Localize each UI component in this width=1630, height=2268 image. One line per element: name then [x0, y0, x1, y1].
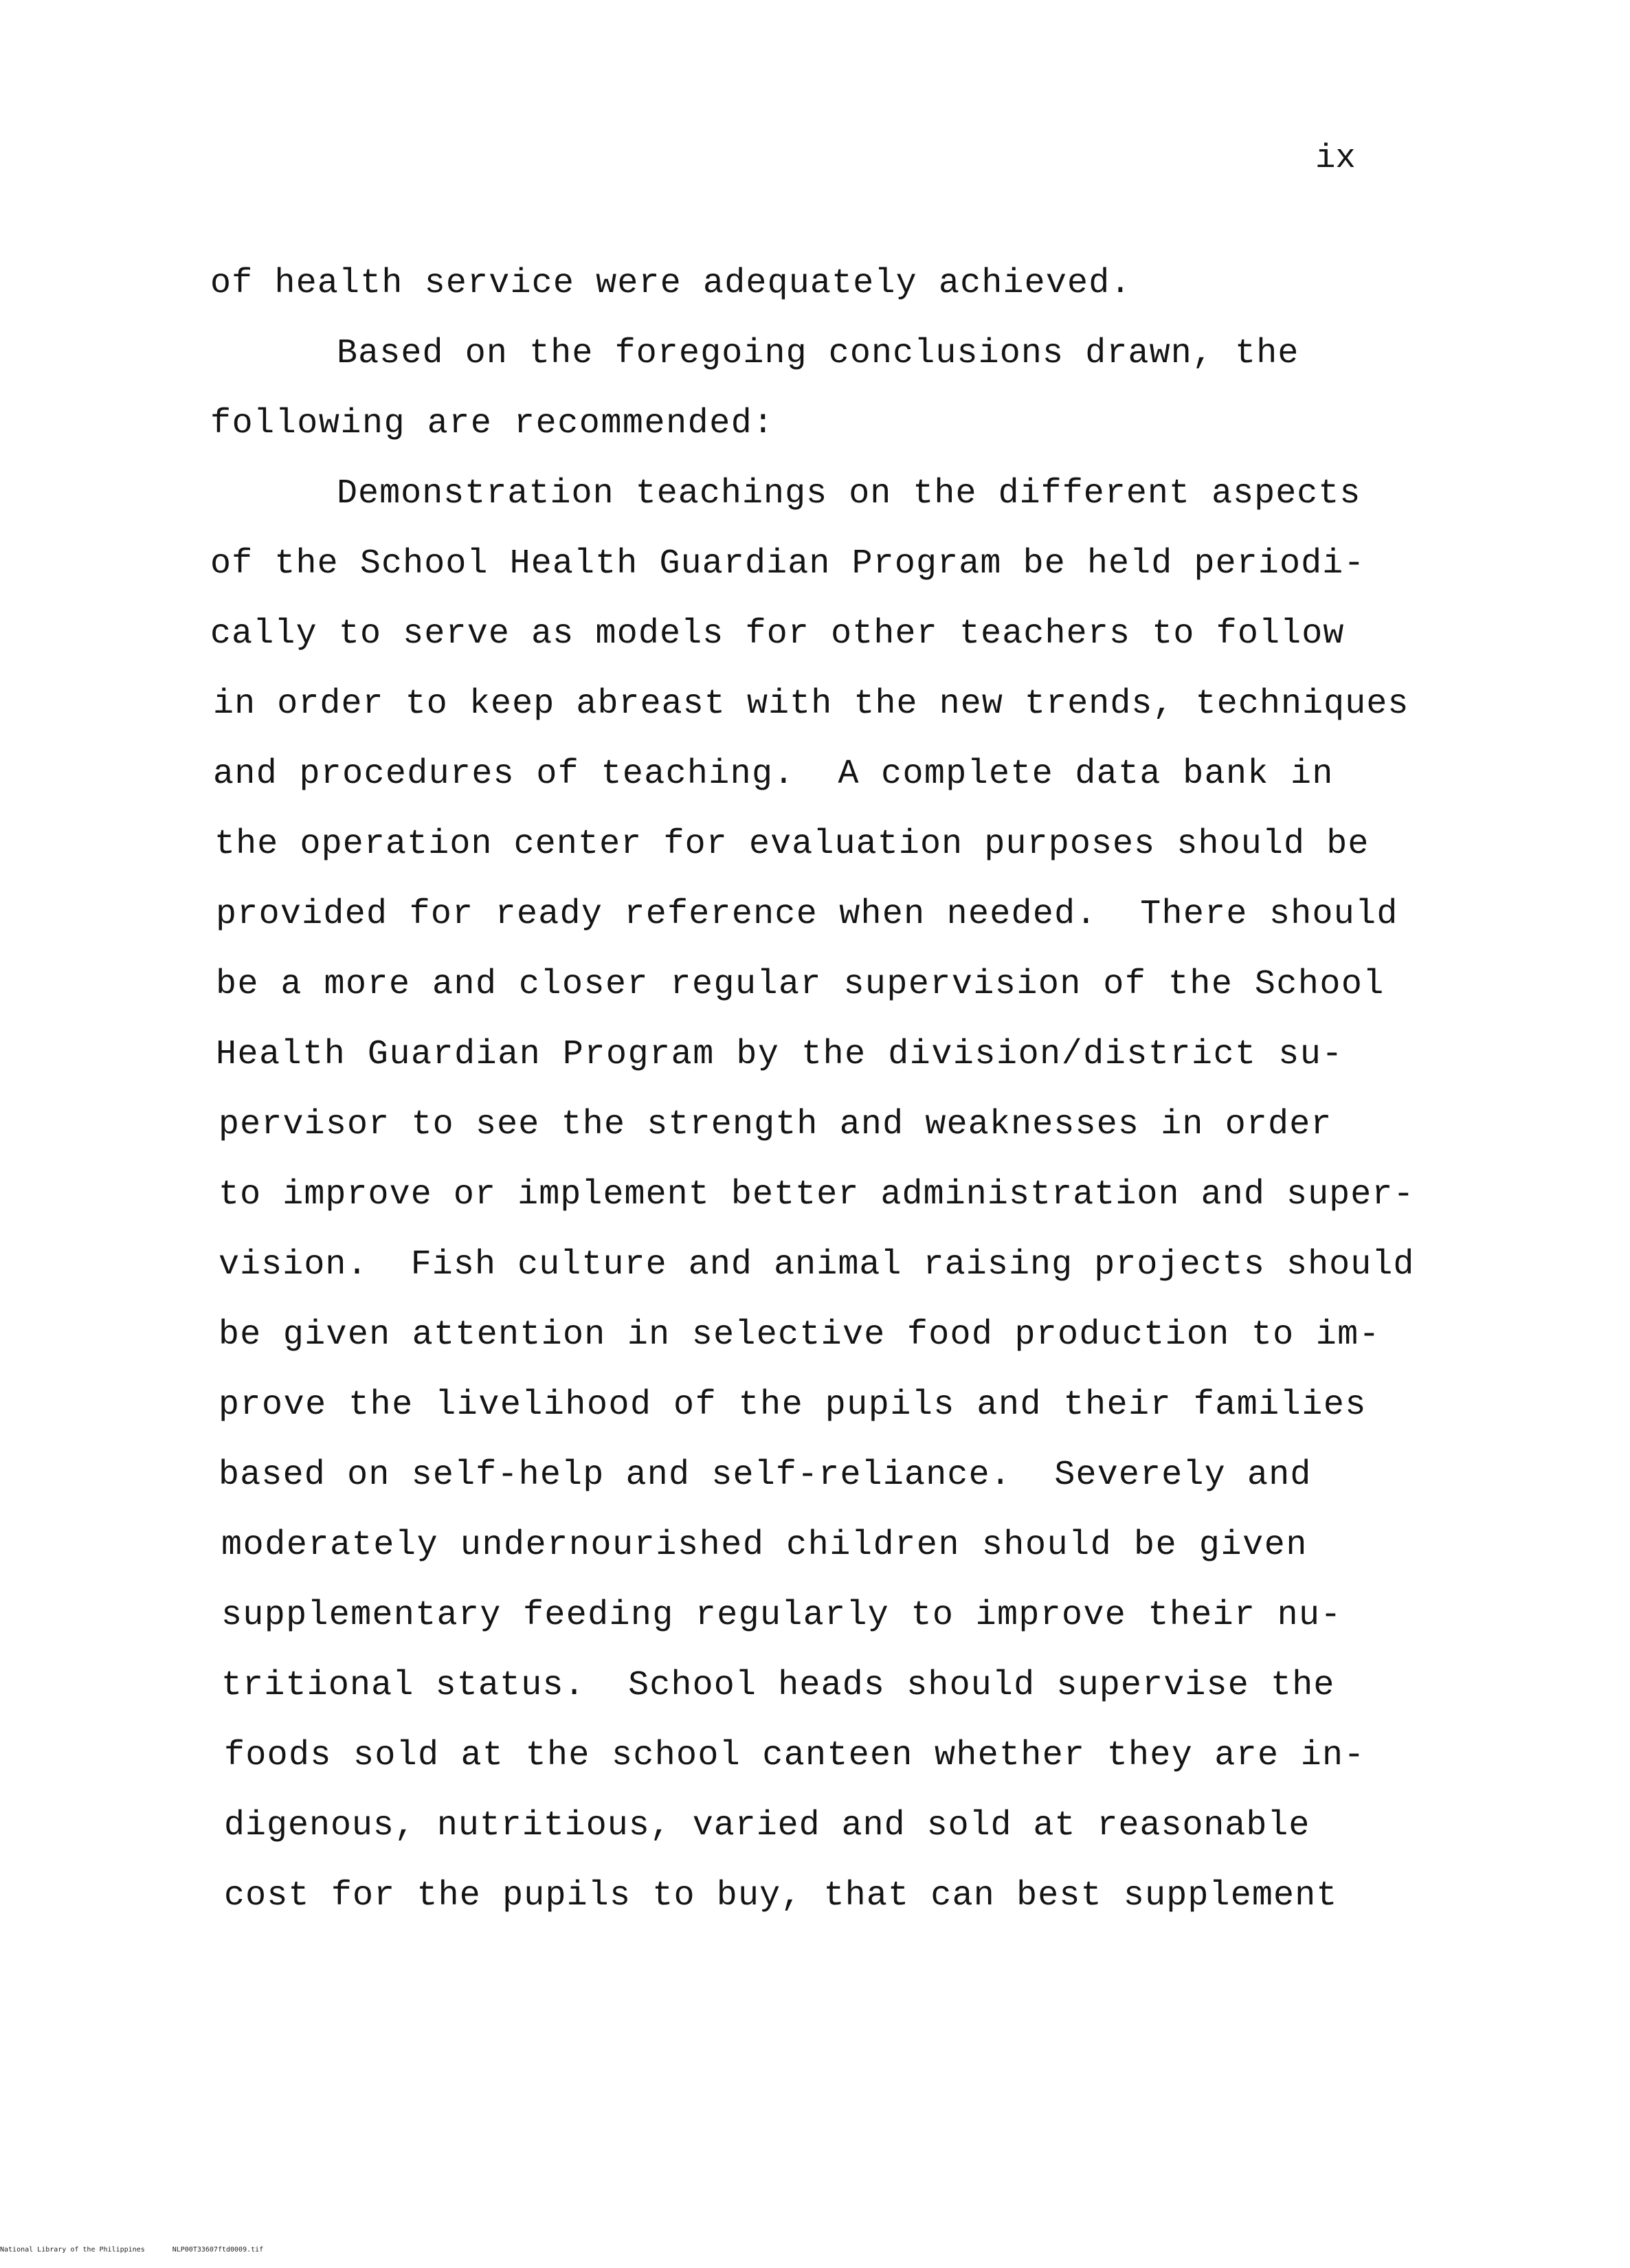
text-line: to improve or implement better administration and super- — [219, 1175, 1415, 1214]
text-line: Health Guardian Program by the division/district su- — [216, 1035, 1343, 1074]
text-line: of the School Health Guardian Program be held periodi- — [210, 544, 1365, 583]
text-line: digenous, nutritious, varied and sold at reasonable — [224, 1806, 1310, 1845]
page-number: ix — [1315, 139, 1356, 177]
text-line: pervisor to see the strength and weaknesses in order — [219, 1105, 1332, 1144]
text-line: of health service were adequately achieved. — [210, 264, 1132, 303]
footer-file-id: NLP00T33607ftd0009.tif — [172, 2246, 264, 2254]
scan-footer — [0, 2245, 291, 2255]
text-line: following are recommended: — [210, 404, 774, 443]
text-line: cally to serve as models for other teachers to follow — [210, 614, 1345, 654]
text-line: tritional status. School heads should supervise the — [221, 1666, 1335, 1705]
text-line: moderately undernourished children should be given — [221, 1526, 1308, 1565]
text-line: be given attention in selective food production to im- — [219, 1315, 1381, 1355]
text-line: provided for ready reference when needed. There should — [216, 895, 1398, 934]
text-line: cost for the pupils to buy, that can best supplement — [224, 1876, 1338, 1915]
text-line: prove the livelihood of the pupils and their families — [219, 1386, 1367, 1425]
text-line: supplementary feeding regularly to improve their nu- — [221, 1596, 1342, 1635]
text-line: be a more and closer regular supervision of the School — [216, 965, 1385, 1004]
text-line: Demonstration teachings on the different aspects — [337, 474, 1361, 513]
text-line: the operation center for evaluation purposes should be — [214, 825, 1370, 864]
text-line: vision. Fish culture and animal raising projects should — [219, 1245, 1415, 1285]
text-line: based on self-help and self-reliance. Severely and — [219, 1456, 1312, 1495]
text-line: Based on the foregoing conclusions drawn, the — [337, 334, 1299, 373]
text-line: in order to keep abreast with the new trends, techniques — [213, 685, 1409, 724]
footer-library: National Library of the Philippines — [0, 2246, 145, 2254]
text-line: and procedures of teaching. A complete data bank in — [213, 755, 1334, 794]
text-line: foods sold at the school canteen whether they are in- — [224, 1736, 1365, 1775]
